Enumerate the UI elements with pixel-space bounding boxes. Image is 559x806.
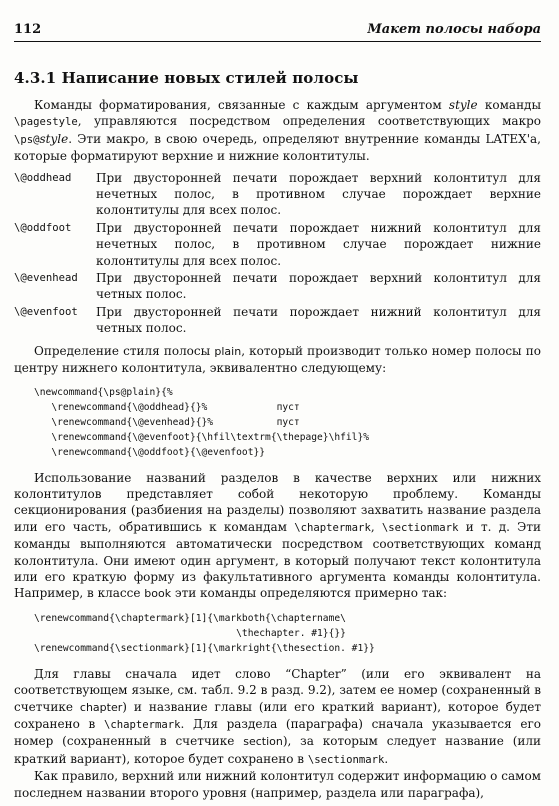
- definition-item: [14, 304, 541, 337]
- definition-term: \@evenfoot: [14, 305, 78, 318]
- section-heading: 4.3.1 Написание новых стилей полосы: [14, 69, 359, 87]
- definition-text: При двусторонней печати порождает нижний колонтитул для четных полос.: [96, 304, 541, 336]
- definition-item: [14, 220, 541, 269]
- page-number: 112: [14, 22, 42, 37]
- intro-paragraph: Команды форматирования, связанные с каждым аргументом style команды \pagestyle, управляются посредством определения соответствующих макро \ps@style. Эти макро, в свою очередь, определяют внутренние команды LATEX'а, которые форматируют верхние и нижние колонтитулы.: [14, 98, 542, 164]
- chapter-paragraph: Для главы сначала идет слово “Chapter” (или его эквивалент на соответствующем языке, см. табл. 9.2 в разд. 9.2), затем ее номер (сохраненный в счетчике chapter) и название главы (или его краткий вариант), которое будет сохранено в \chaptermark. Для раздела (параграфа) сначала указывается его номер (сохраненный в счетчике section), за которым следует название (или краткий вариант), которое будет сохранено в \sectionmark.: [14, 666, 542, 766]
- definition-text: При двусторонней печати порождает верхний колонтитул для четных полос.: [96, 271, 541, 302]
- last-paragraph: Как правило, верхний или нижний колонтитул содержит информацию о самом последнем названии второго уровня (например, раздела или параграфа),: [14, 769, 541, 800]
- code-block-marks: \renewcommand{\chaptermark}[1]{\markboth{\chaptername\ \thechapter. #1}{}} \renewcommand{\sectionmark}[1]{\markright{\thesection. #1}}: [34, 612, 375, 654]
- definition-term: \@oddhead: [14, 171, 72, 184]
- running-header: [14, 22, 541, 42]
- definition-term: \@oddfoot: [14, 221, 72, 234]
- definition-term: \@evenhead: [14, 272, 78, 285]
- sections-paragraph: Использование названий разделов в качестве верхних или нижних колонтитулов представляет собой некоторую проблему. Команды секционирования (разбиения на разделы) позволяют захватить название раздела или его часть, обратившись к командам \chaptermark, \sectionmark и т. д. Эти команды выполняются автоматически посредством соответствующих команд колонтитула. Они имеют один аргумент, в который получают текст колонтитула или его краткую форму из факультативного аргумента команды колонтитула. Например, в классе book эти команды определяются примерно так:: [14, 470, 541, 601]
- definition-text: При двусторонней печати порождает верхний колонтитул для нечетных полос, в противном случае порождает верхние колонтитулы для всех полос.: [96, 170, 541, 218]
- definition-list: [14, 170, 541, 337]
- definition-text: При двусторонней печати порождает нижний колонтитул для нечетных полос, в противном случае порождает нижние колонтитулы для всех полос.: [96, 220, 541, 268]
- definition-item: [14, 170, 541, 219]
- plain-style-paragraph: Определение стиля полосы plain, который производит только номер полосы по центру нижнего колонтитула, эквивалентно следующему:: [14, 343, 541, 376]
- book-page: [14, 22, 541, 801]
- definition-item: [14, 270, 541, 303]
- running-title: Макет полосы набора: [367, 22, 541, 37]
- code-block-plain: \newcommand{\ps@plain}{% \renewcommand{\@oddhead}{}% пуст \renewcommand{\@evenhead}{}% пуст \renewcommand{\@evenfoot}{\hfil\textrm{\thepage}\hfil}% \renewcommand{\@oddfoot}{\@evenfoot}}: [34, 386, 370, 458]
